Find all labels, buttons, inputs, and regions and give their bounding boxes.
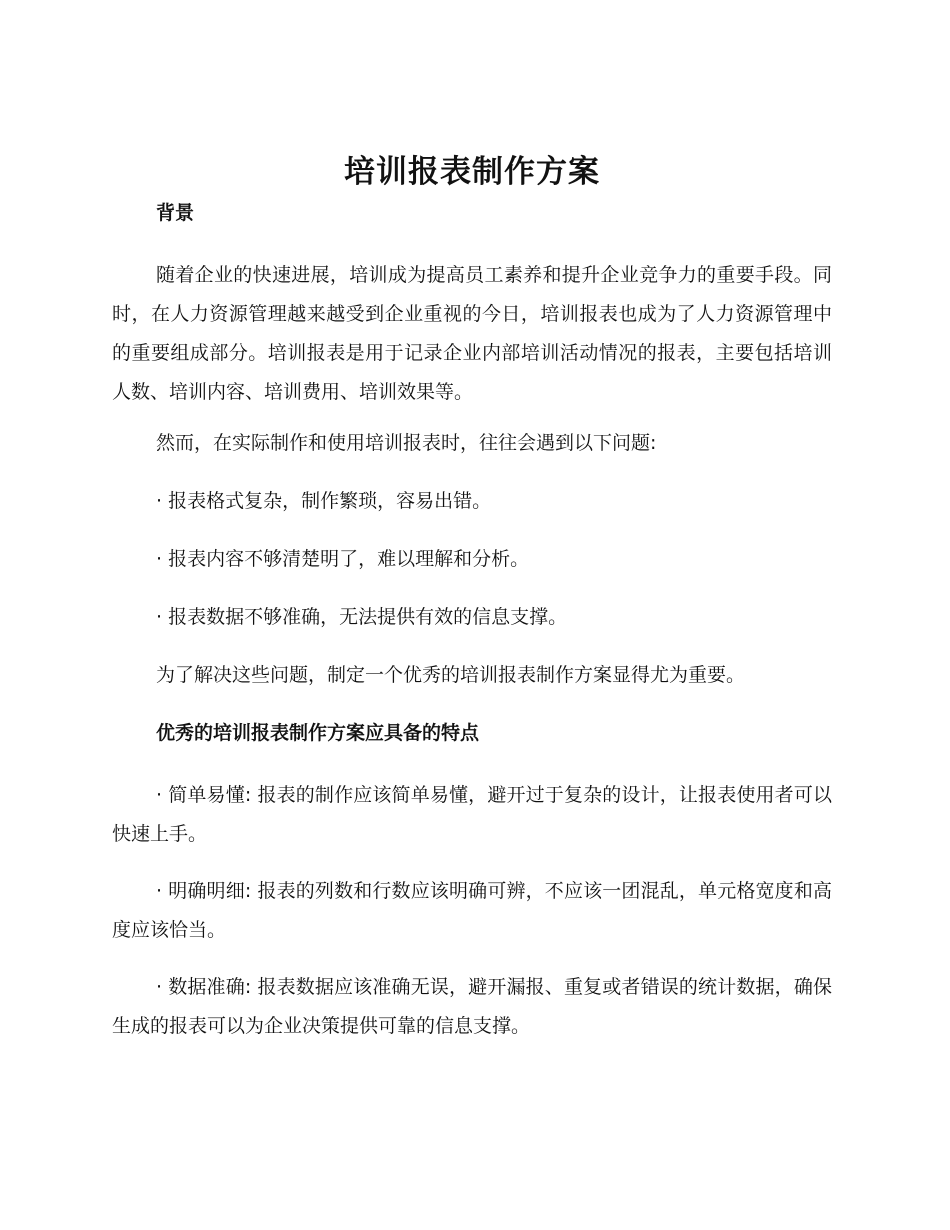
document-body [112, 150, 832, 1064]
list-item-feature-1: · 简单易懂: 报表的制作应该简单易懂，避开过于复杂的设计，让报表使用者可以快速上手。 [112, 784, 832, 845]
paragraph-problems-lead: 然而，在实际制作和使用培训报表时，往往会遇到以下问题: [156, 432, 657, 454]
paragraph-conclusion: 为了解决这些问题，制定一个优秀的培训报表制作方案显得尤为重要。 [156, 664, 746, 686]
list-item-problem-1: · 报表格式复杂，制作繁琐，容易出错。 [156, 490, 492, 512]
list-item-problem-2: · 报表内容不够清楚明了，难以理解和分析。 [156, 548, 530, 570]
paragraph-background-intro: 随着企业的快速进展，培训成为提高员工素养和提升企业竞争力的重要手段。同时，在人力资源管理越来越受到企业重视的今日，培训报表也成为了人力资源管理中的重要组成部分。培训报表是用于记录企业内部培训活动情况的报表，主要包括培训人数、培训内容、培训费用、培训效果等。 [112, 264, 832, 403]
list-item-problem-3: · 报表数据不够准确，无法提供有效的信息支撑。 [156, 606, 568, 628]
section-heading-features: 优秀的培训报表制作方案应具备的特点 [156, 722, 480, 744]
list-item-feature-3: · 数据准确: 报表数据应该准确无误，避开漏报、重复或者错误的统计数据，确保生成的报表可以为企业决策提供可靠的信息支撑。 [112, 976, 832, 1037]
list-item-feature-2: · 明确明细: 报表的列数和行数应该明确可辨，不应该一团混乱，单元格宽度和高度应该恰当。 [112, 880, 832, 941]
document-title: 培训报表制作方案 [344, 154, 600, 190]
section-heading-background: 背景 [156, 202, 195, 224]
